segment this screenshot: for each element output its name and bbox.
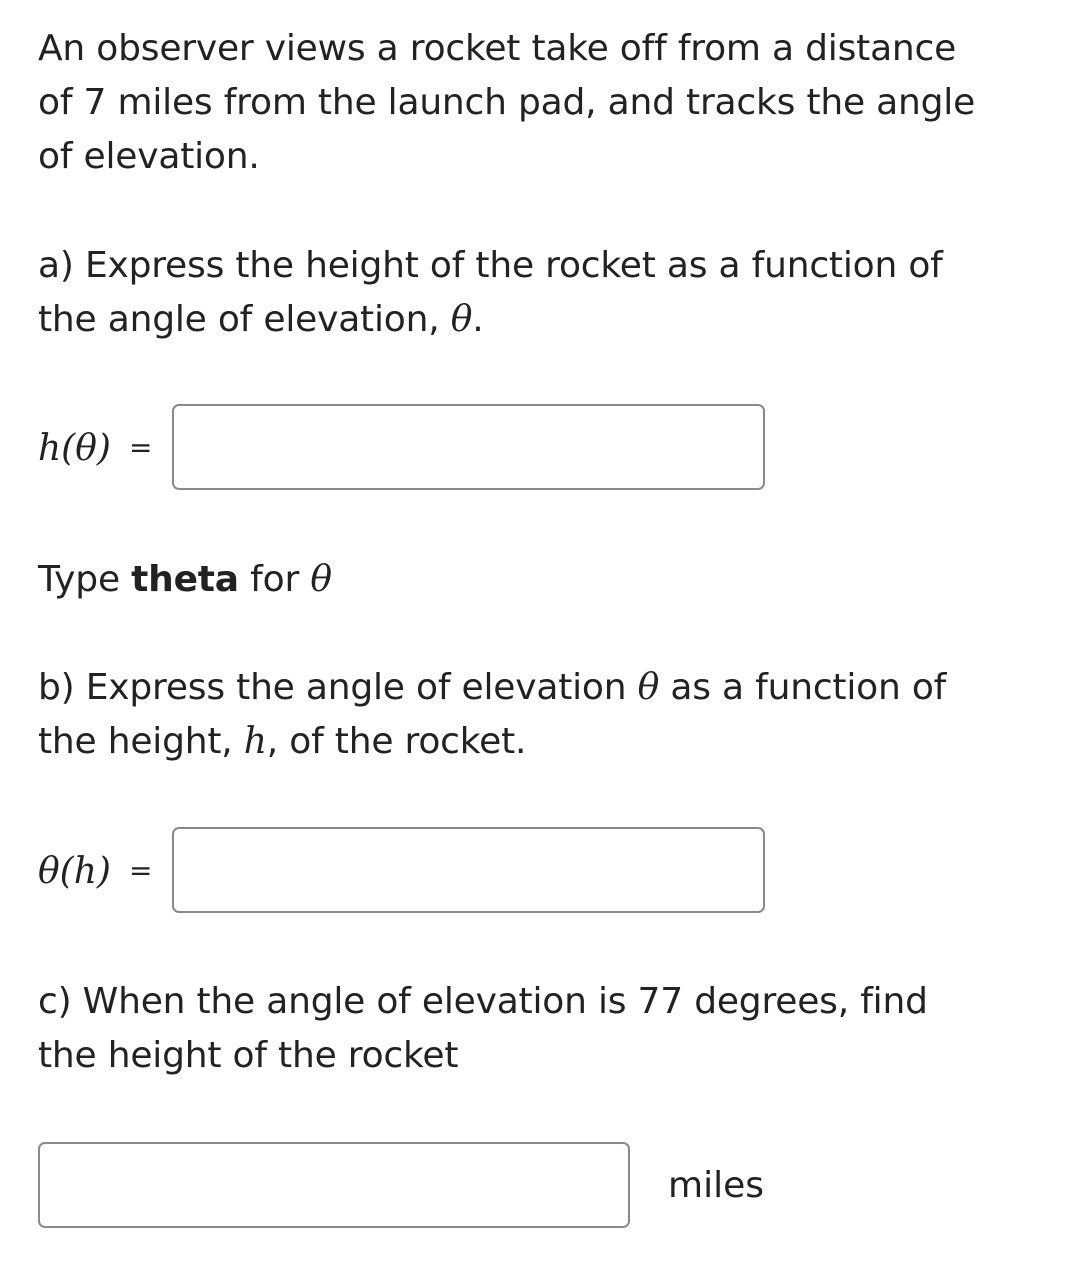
equals-sign: = — [128, 431, 153, 464]
part-a-hint: Type theta for θ — [38, 559, 332, 600]
part-a-question — [38, 239, 1048, 347]
part-b-line-2: the height, h, of the rocket. — [38, 721, 527, 762]
part-b-input-label — [38, 844, 152, 899]
equals-sign: = — [128, 854, 153, 887]
part-a-line-2: the angle of elevation, θ. — [38, 299, 484, 340]
h-symbol: h — [243, 721, 267, 762]
intro-line-2: of 7 miles from the launch pad, and tracks the angle — [38, 82, 976, 123]
theta-symbol: θ — [310, 559, 332, 600]
part-b-line-1: b) Express the angle of elevation θ as a function of — [38, 667, 947, 708]
intro-line-3: of elevation. — [38, 136, 260, 177]
part-c-answer-input[interactable] — [38, 1142, 630, 1228]
theta-symbol: θ — [450, 299, 473, 340]
part-c-line-1: c) When the angle of elevation is 77 degrees, find — [38, 981, 928, 1022]
part-c-question — [38, 975, 1048, 1083]
intro-line-1: An observer views a rocket take off from a distance — [38, 28, 957, 69]
part-a-input-label — [38, 421, 152, 476]
hint-keyword: theta — [131, 559, 239, 600]
problem-intro — [38, 22, 1048, 184]
theta-of-h-label: θ(h) — [38, 851, 111, 892]
part-b-question — [38, 661, 1048, 769]
theta-symbol: θ — [637, 667, 660, 708]
part-b-answer-input[interactable] — [172, 827, 765, 913]
part-a-line-1: a) Express the height of the rocket as a function of — [38, 245, 943, 286]
part-a-answer-input[interactable] — [172, 404, 765, 490]
unit-label: miles — [668, 1165, 764, 1206]
h-of-theta-label: h(θ) — [38, 428, 111, 469]
part-c-line-2: the height of the rocket — [38, 1035, 459, 1076]
